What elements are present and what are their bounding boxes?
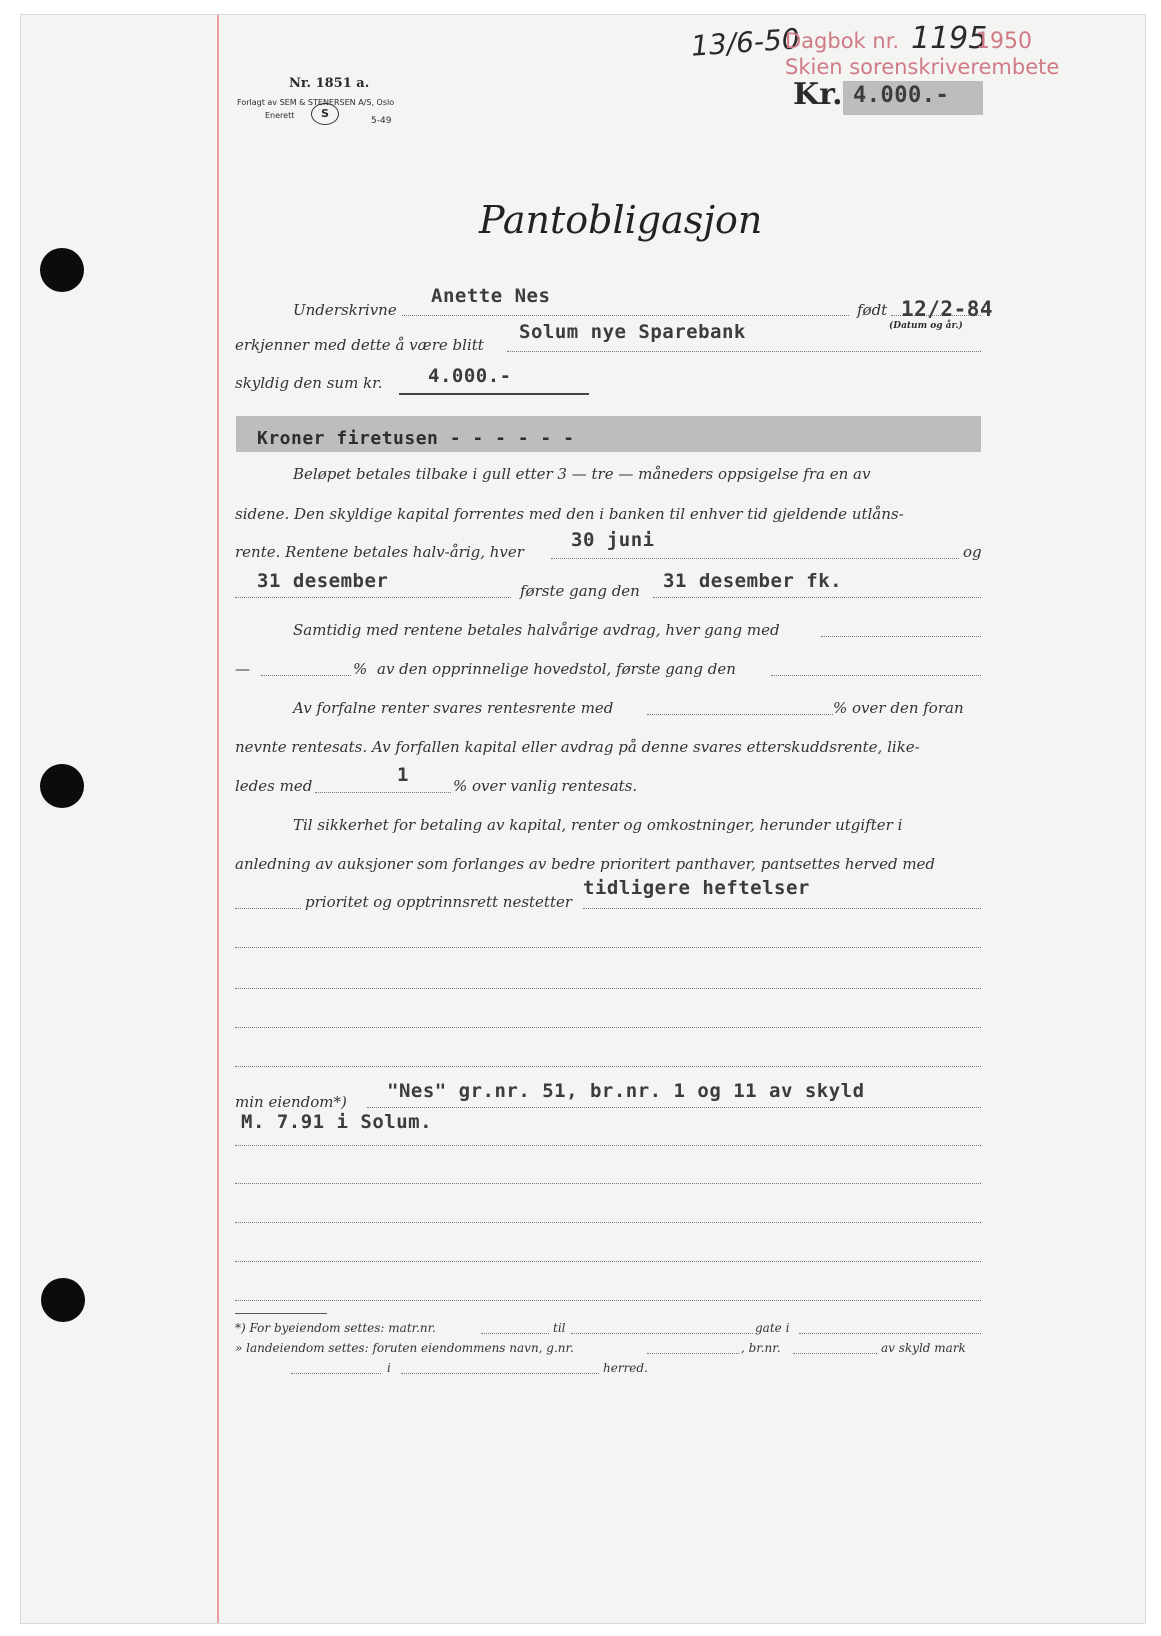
document-page	[20, 14, 1146, 1624]
footnote-line1-b: til	[553, 1321, 566, 1335]
date-second-line	[235, 597, 511, 598]
blank-line	[235, 988, 981, 989]
priority-value: tidligere heftelser	[583, 877, 810, 899]
blank-line	[235, 1300, 981, 1301]
property-label: min eiendom*)	[235, 1093, 347, 1111]
amount-words: Kroner firetusen - - - - - -	[257, 428, 575, 449]
creditor-name: Solum nye Sparebank	[519, 321, 746, 343]
undersigned-label: Underskrivne	[293, 301, 397, 319]
blank-line	[235, 1027, 981, 1028]
undersigned-line	[402, 315, 849, 316]
blank-line	[235, 1145, 981, 1146]
dash: —	[235, 660, 250, 678]
overdue-prefix: Av forfalne renter svares rentesrente med	[293, 699, 614, 717]
footnote-line3-b: herred.	[603, 1361, 648, 1375]
footnote-herred-line	[401, 1373, 599, 1374]
priority-line	[583, 908, 981, 909]
date-first-line	[551, 558, 959, 559]
para1-line2: sidene. Den skyldige kapital forrentes med den i banken til enhver tid gjeldende utlåns-	[235, 505, 904, 523]
footnote-i-line	[291, 1373, 381, 1374]
date-first: 30 juni	[571, 529, 655, 551]
property-line2: M. 7.91 i Solum.	[241, 1111, 433, 1133]
born-label: født	[857, 301, 888, 319]
og-label: og	[963, 543, 982, 561]
publisher: Forlagt av SEM & STENERSEN A/S, Oslo	[237, 98, 395, 107]
footnote-line2-c: av skyld mark	[881, 1341, 966, 1355]
blank-line	[235, 1066, 981, 1067]
footnote-brnr-line	[793, 1353, 877, 1354]
priority-label: prioritet og opptrinnsrett nestetter	[305, 893, 573, 911]
property-line	[367, 1107, 981, 1108]
para1-line3: rente. Rentene betales halv-årig, hver	[235, 543, 524, 561]
installments-text: Samtidig med rentene betales halvårige avdrag, hver gang med	[293, 621, 780, 639]
date-second: 31 desember	[257, 570, 389, 592]
blank-line	[235, 1222, 981, 1223]
form-date: 5-49	[371, 116, 392, 126]
footnote-gnr-line	[647, 1353, 739, 1354]
punch-hole-top	[40, 248, 84, 292]
publisher-logo-icon: S	[311, 103, 339, 125]
footnote-rule	[235, 1313, 327, 1314]
date-hint: (Datum og år.)	[889, 321, 963, 331]
first-installment-line	[771, 675, 981, 676]
installments-line	[821, 636, 981, 637]
footnote-matr-line	[481, 1333, 549, 1334]
pct-symbol: %	[353, 660, 368, 678]
diary-number: 1195	[911, 21, 988, 56]
owed-amount: 4.000.-	[428, 365, 512, 387]
first-time-line	[653, 597, 981, 598]
undersigned-name: Anette Nes	[431, 285, 551, 307]
kr-amount: 4.000.-	[853, 83, 950, 108]
ledes-med: ledes med	[235, 777, 313, 795]
property-line1: "Nes" gr.nr. 51, br.nr. 1 og 11 av skyld	[387, 1080, 865, 1102]
blank-line	[235, 1183, 981, 1184]
kr-label: Kr.	[793, 77, 843, 112]
overdue-rate-line	[647, 714, 833, 715]
footnote-gate-line	[799, 1333, 981, 1334]
punch-hole-bottom	[41, 1278, 85, 1322]
over-rate: % over vanlig rentesats.	[453, 777, 638, 795]
court-stamp: Skien sorenskriverembete	[785, 55, 1060, 79]
footnote-line3-a: i	[387, 1361, 391, 1375]
footnote-til-line	[571, 1333, 753, 1334]
diary-year: 1950	[976, 29, 1032, 54]
enerett: Enerett	[265, 111, 295, 120]
acknowledge-label: erkjenner med dette å være blitt	[235, 336, 484, 354]
owes-label: skyldig den sum kr.	[235, 374, 383, 392]
extra-rate-line	[315, 792, 451, 793]
margin-rule	[217, 15, 219, 1623]
footnote-line1-a: *) For byeiendom settes: matr.nr.	[235, 1321, 436, 1335]
overdue-suffix: % over den foran	[833, 699, 964, 717]
footnote-line1-c: gate i	[755, 1321, 790, 1335]
overdue-line2: nevnte rentesats. Av forfallen kapital eller avdrag på denne svares etterskuddsrente, like-	[235, 738, 920, 756]
blank-line	[235, 1261, 981, 1262]
pct-text: av den opprinnelige hovedstol, første gang den	[377, 660, 736, 678]
para1-line1: Beløpet betales tilbake i gull etter 3 — tre — måneders oppsigelse fra en av	[293, 465, 871, 483]
first-time-label: første gang den	[520, 582, 640, 600]
priority-lead-line	[235, 908, 301, 909]
handwritten-date: 13/6-50	[689, 22, 801, 63]
owed-amount-line	[399, 393, 589, 395]
footnote-line2-a: » landeiendom settes: foruten eiendommens navn, g.nr.	[235, 1341, 574, 1355]
security-line1: Til sikkerhet for betaling av kapital, renter og omkostninger, herunder utgifter i	[293, 816, 903, 834]
born-value: 12/2-84	[901, 297, 994, 321]
punch-hole-middle	[40, 764, 84, 808]
blank-line	[235, 947, 981, 948]
diary-stamp-prefix: Dagbok nr.	[785, 29, 900, 53]
document-title: Pantobligasjon	[479, 198, 763, 242]
creditor-line	[507, 351, 981, 352]
security-line2: anledning av auksjoner som forlanges av bedre prioritert panthaver, pantsettes herved med	[235, 855, 936, 873]
extra-rate: 1	[397, 764, 409, 786]
form-number: Nr. 1851 a.	[289, 76, 370, 91]
first-time-value: 31 desember fk.	[663, 570, 843, 592]
pct-line	[261, 675, 351, 676]
footnote-line2-b: , br.nr.	[741, 1341, 781, 1355]
